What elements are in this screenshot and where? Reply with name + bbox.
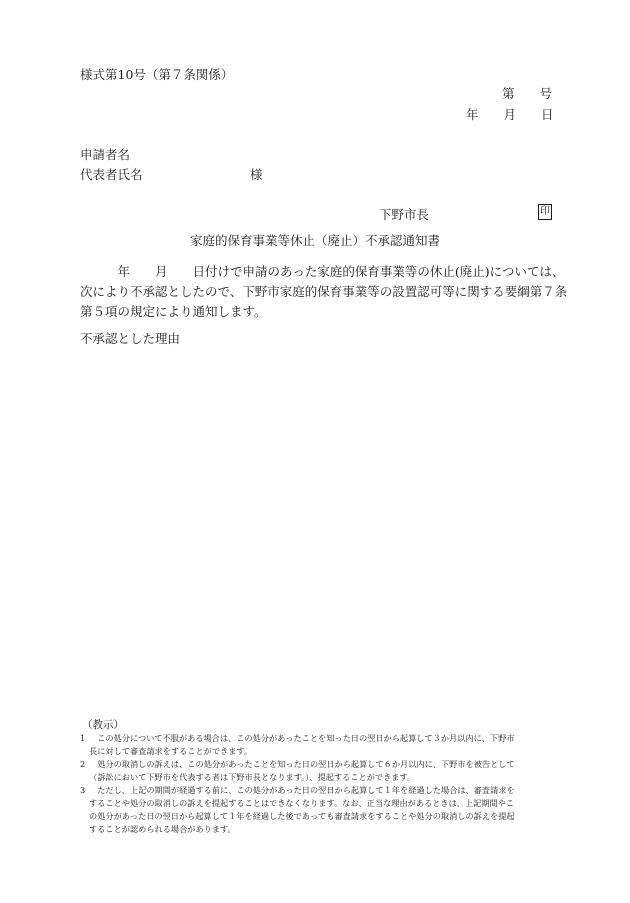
notice-item-1 — [80, 732, 555, 758]
body-line-2: 次により不承認としたので、下野市家庭的保育事業等の設置認可等に関する要綱第７条 — [80, 284, 568, 299]
notice-item-number: 2 — [80, 759, 86, 769]
issuer-mayor-title: 下野市長 — [379, 207, 430, 222]
document-number: 第 号 — [502, 86, 553, 101]
notice-body-paragraph — [80, 262, 568, 322]
seal-stamp-box: 印 — [538, 204, 552, 220]
notice-item-line: （訴訟において下野市を代表する者は下野市長となります。）、提起することができます。 — [89, 772, 416, 782]
appeal-notice-heading: （教示） — [82, 719, 124, 731]
appeal-notice-block — [80, 718, 555, 836]
notice-item-2 — [80, 758, 555, 784]
notice-item-line: ただし、上記の期間が経過する前に、この処分があった日の翌日から起算して１年を経過した場合は、審査請求を — [89, 785, 515, 795]
document-date: 年 月 日 — [466, 107, 554, 122]
representative-name-label: 代表者氏名 — [80, 167, 143, 182]
notice-item-line: この処分について不服がある場合は、この処分があったことを知った日の翌日から起算して３か月以内に、下野市 — [89, 733, 515, 743]
applicant-name-label: 申請者名 — [80, 147, 131, 162]
notice-item-line: 長に対して審査請求をすることができます。 — [89, 746, 253, 756]
body-line-3: 第５項の規定により通知します。 — [80, 304, 267, 319]
rejection-reason-label: 不承認とした理由 — [80, 331, 181, 346]
notice-item-line: の処分があった日の翌日から起算して１年を経過した後であっても審査請求をすることや処分の取消しの訴えを提起 — [89, 811, 515, 821]
notice-item-line: することが認められる場合があります。 — [89, 824, 236, 834]
notice-item-number: 3 — [80, 785, 86, 795]
notice-item-3 — [80, 784, 555, 836]
honorific-sama: 様 — [250, 167, 263, 182]
notice-item-line: することや処分の取消しの訴えを提起することはできなくなります。なお、正当な理由があるときは、上記期間やこ — [89, 798, 515, 808]
document-title: 家庭的保育事業等休止（廃止）不承認通知書 — [189, 233, 440, 248]
notice-item-number: 1 — [80, 733, 86, 743]
form-number: 様式第10号（第７条関係） — [80, 67, 234, 82]
body-line-1: 年 月 日付けで申請のあった家庭的保育事業等の休止(廃止)については、 — [80, 264, 565, 279]
notice-item-line: 処分の取消しの訴えは、この処分があったことを知った日の翌日から起算して６か月以内に、下野市を被告として — [89, 759, 515, 769]
